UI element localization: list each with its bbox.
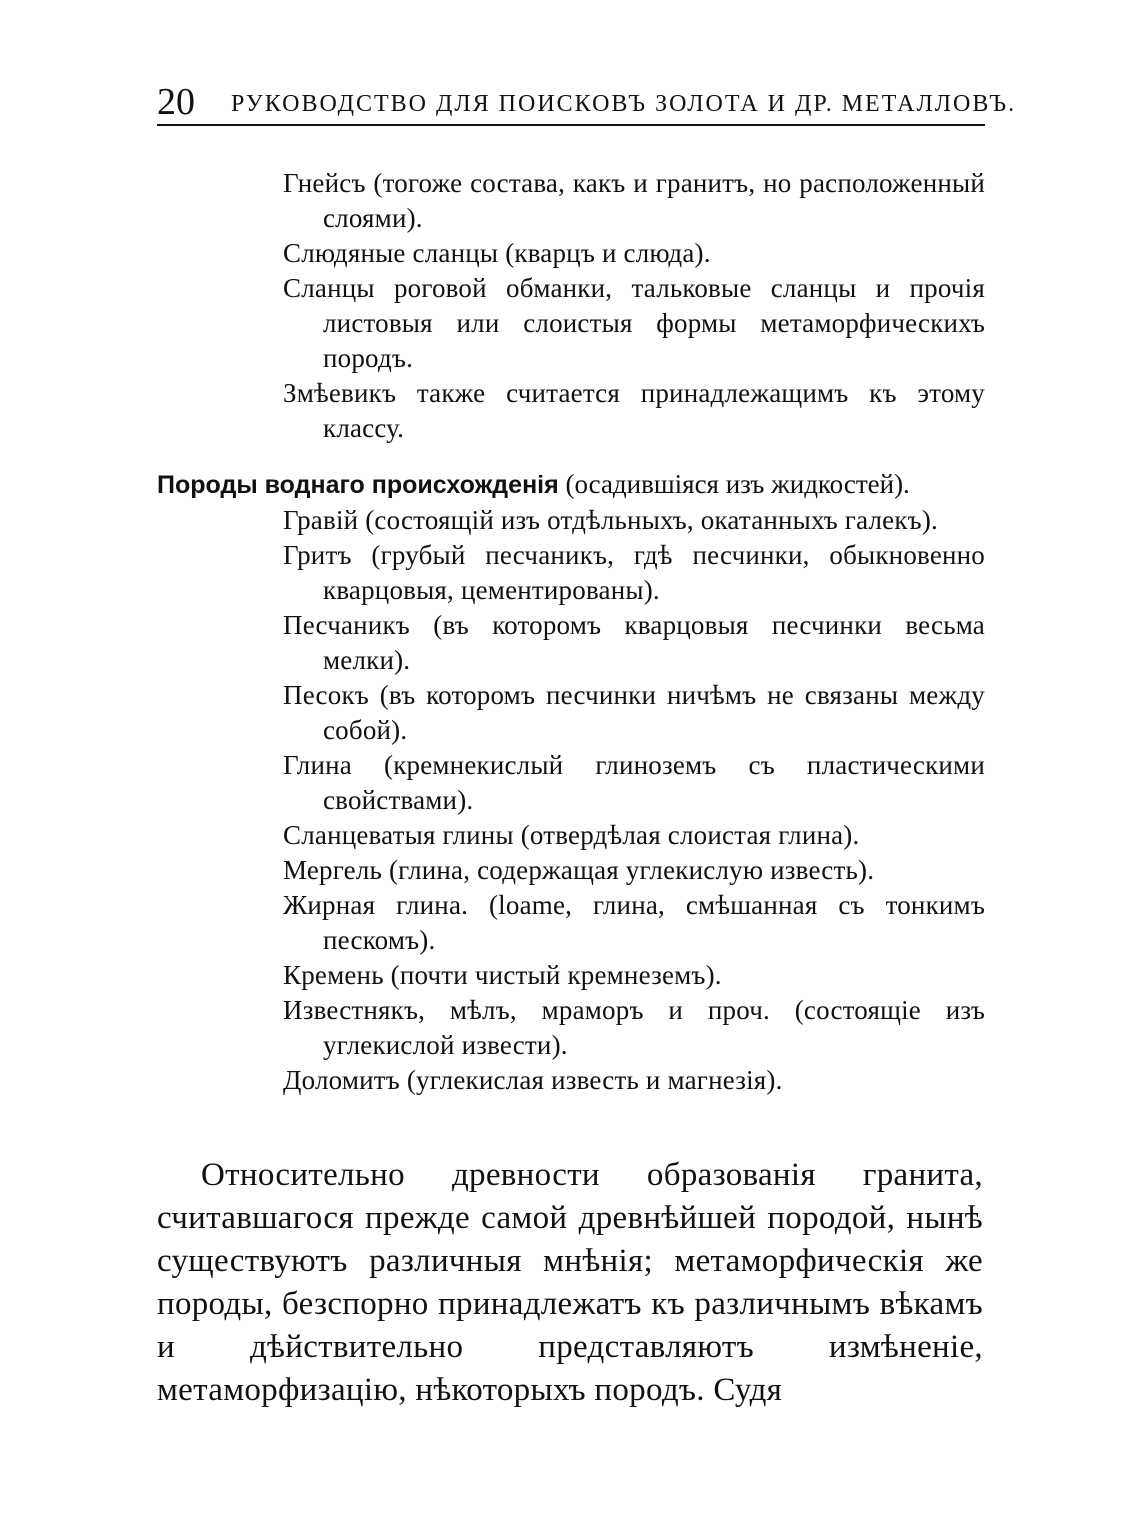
list-item: Гнейсъ (тогоже состава, какъ и гранитъ, но расположенный слоями). (283, 168, 985, 233)
list-item: Змѣевикъ также считается принадлежащимъ къ этому классу. (283, 378, 985, 443)
list-item: Глина (кремнекислый глиноземъ съ пластическими свойствами). (283, 750, 985, 815)
section-heading-title: Породы воднаго происхожденія (157, 471, 559, 499)
sedimentary-rocks-list (283, 503, 985, 1098)
list-item: Гритъ (грубый песчаникъ, гдѣ песчинки, обыкновенно кварцовыя, цементированы). (283, 540, 985, 605)
list-item: Сланцы роговой обманки, тальковые сланцы и прочія листовыя или слоистыя формы метаморфическихъ породъ. (283, 273, 985, 373)
page-header (157, 80, 1017, 126)
section-heading-note: (осадившіяся изъ жидкостей). (558, 469, 910, 499)
list-item: Песокъ (въ которомъ песчинки ничѣмъ не связаны между собой). (283, 680, 985, 745)
list-item: Слюдяные сланцы (кварцъ и слюда). (283, 238, 711, 268)
list-item: Мергель (глина, содержащая углекислую известь). (283, 855, 875, 885)
list-item: Песчаникъ (въ которомъ кварцовыя песчинки весьма мелки). (283, 610, 985, 675)
list-item: Жирная глина. (loame, глина, смѣшанная съ тонкимъ пескомъ). (283, 890, 985, 955)
page-number: 20 (157, 81, 195, 123)
list-item: Доломитъ (углекислая известь и магнезія). (283, 1065, 783, 1095)
body-paragraph: Относительно древности образованія гранита, считавшагося прежде самой древнѣйшей породой, нынѣ существуютъ различныя мнѣнія; метаморфическія же породы, безспорно принадлежатъ къ различнымъ вѣкамъ и дѣйствительно представляютъ измѣненіе, метаморфизацію, нѣкоторыхъ породъ. Судя (157, 1157, 983, 1408)
list-item: Кремень (почти чистый кремнеземъ). (283, 960, 722, 990)
list-item: Сланцеватыя глины (отвердѣлая слоистая глина). (283, 820, 860, 850)
list-item: Гравій (состоящій изъ отдѣльныхъ, окатанныхъ галекъ). (283, 505, 938, 535)
metamorphic-rocks-list (283, 166, 985, 446)
running-title: РУКОВОДСТВО ДЛЯ ПОИСКОВЪ ЗОЛОТА И ДР. МЕТАЛЛОВЪ. (231, 91, 1017, 117)
section-heading (157, 466, 987, 503)
list-item: Известнякъ, мѣлъ, мраморъ и проч. (состоящіе изъ углекислой извести). (283, 995, 985, 1060)
